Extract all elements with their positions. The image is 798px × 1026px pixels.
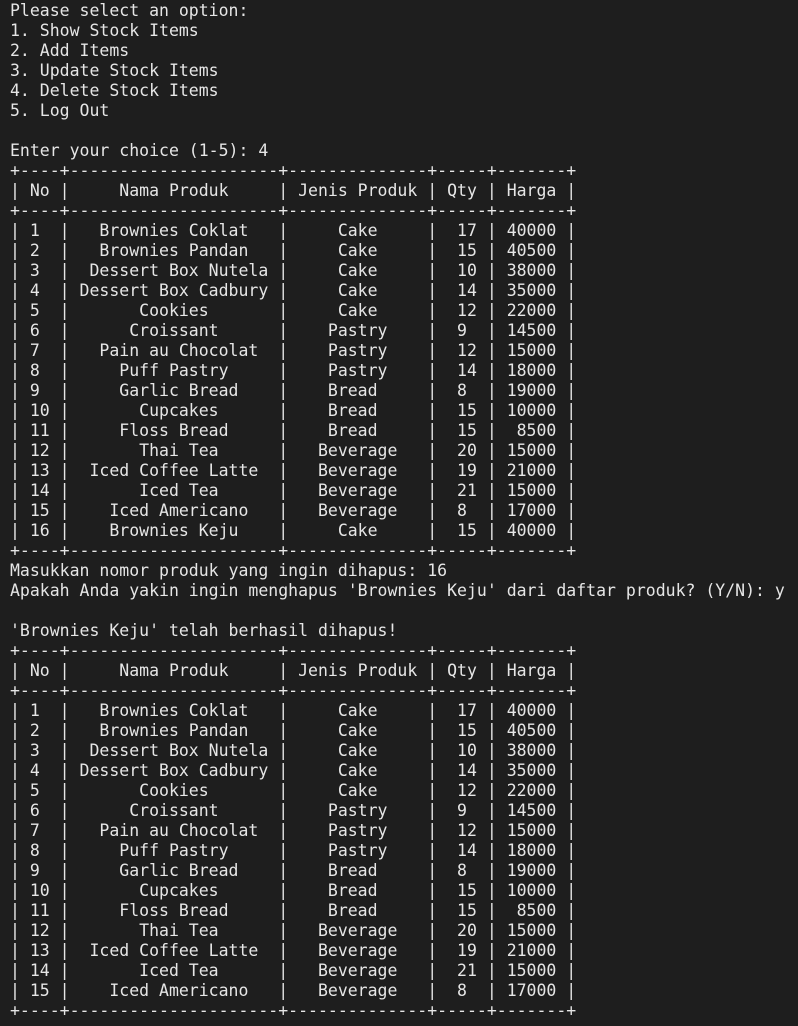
terminal-line: Masukkan nomor produk yang ingin dihapus: 16	[10, 561, 448, 580]
terminal-line: | 6 | Croissant | Pastry | 9 | 14500 |	[10, 321, 577, 340]
terminal-line: 2. Add Items	[10, 41, 130, 60]
terminal-line: | 12 | Thai Tea | Beverage | 20 | 15000 |	[10, 921, 577, 940]
terminal-line: | 5 | Cookies | Cake | 12 | 22000 |	[10, 781, 577, 800]
terminal-line: +----+---------------------+--------------+-----+-------+	[10, 681, 577, 700]
terminal-line: | 6 | Croissant | Pastry | 9 | 14500 |	[10, 801, 577, 820]
terminal-line: Apakah Anda yakin ingin menghapus 'Brownies Keju' dari daftar produk? (Y/N): y	[10, 581, 785, 600]
terminal-line: 'Brownies Keju' telah berhasil dihapus!	[10, 621, 398, 640]
terminal-line: | 16 | Brownies Keju | Cake | 15 | 40000 |	[10, 521, 577, 540]
terminal-line: 5. Log Out	[10, 101, 110, 120]
terminal-line: | 11 | Floss Bread | Bread | 15 | 8500 |	[10, 901, 577, 920]
terminal-line: | 9 | Garlic Bread | Bread | 8 | 19000 |	[10, 861, 577, 880]
terminal-line: | 11 | Floss Bread | Bread | 15 | 8500 |	[10, 421, 577, 440]
terminal-line: | 3 | Dessert Box Nutela | Cake | 10 | 38000 |	[10, 741, 577, 760]
terminal-line: | 10 | Cupcakes | Bread | 15 | 10000 |	[10, 881, 577, 900]
terminal-line: +----+---------------------+--------------+-----+-------+	[10, 161, 577, 180]
terminal-line: | 15 | Iced Americano | Beverage | 8 | 17000 |	[10, 501, 577, 520]
terminal-line: | 13 | Iced Coffee Latte | Beverage | 19 | 21000 |	[10, 941, 577, 960]
terminal-line: | 12 | Thai Tea | Beverage | 20 | 15000 |	[10, 441, 577, 460]
terminal-line: | 14 | Iced Tea | Beverage | 21 | 15000 |	[10, 481, 577, 500]
terminal-line: +----+---------------------+--------------+-----+-------+	[10, 1001, 577, 1020]
terminal-line: | 15 | Iced Americano | Beverage | 8 | 17000 |	[10, 981, 577, 1000]
terminal-line: +----+---------------------+--------------+-----+-------+	[10, 201, 577, 220]
terminal-line: 4. Delete Stock Items	[10, 81, 219, 100]
terminal-line: | 4 | Dessert Box Cadbury | Cake | 14 | 35000 |	[10, 281, 577, 300]
terminal-line: | No | Nama Produk | Jenis Produk | Qty | Harga |	[10, 661, 577, 680]
terminal-line	[10, 121, 798, 141]
terminal-line: | 10 | Cupcakes | Bread | 15 | 10000 |	[10, 401, 577, 420]
terminal-line: | 9 | Garlic Bread | Bread | 8 | 19000 |	[10, 381, 577, 400]
terminal-line: +----+---------------------+--------------+-----+-------+	[10, 541, 577, 560]
terminal-line: | 8 | Puff Pastry | Pastry | 14 | 18000 |	[10, 361, 577, 380]
terminal-line: | 1 | Brownies Coklat | Cake | 17 | 40000 |	[10, 221, 577, 240]
terminal-line: | 8 | Puff Pastry | Pastry | 14 | 18000 |	[10, 841, 577, 860]
terminal-line: 3. Update Stock Items	[10, 61, 219, 80]
terminal-line: Please select an option:	[10, 1, 249, 20]
terminal-line: | 2 | Brownies Pandan | Cake | 15 | 40500 |	[10, 721, 577, 740]
terminal-line: | 2 | Brownies Pandan | Cake | 15 | 40500 |	[10, 241, 577, 260]
terminal-line	[10, 601, 798, 621]
terminal-line: | 5 | Cookies | Cake | 12 | 22000 |	[10, 301, 577, 320]
terminal-line: 1. Show Stock Items	[10, 21, 199, 40]
terminal-line: | 14 | Iced Tea | Beverage | 21 | 15000 |	[10, 961, 577, 980]
terminal-output	[10, 1, 798, 1021]
terminal-line: | 3 | Dessert Box Nutela | Cake | 10 | 38000 |	[10, 261, 577, 280]
terminal-line: Enter your choice (1-5): 4	[10, 141, 269, 160]
terminal-line: | 1 | Brownies Coklat | Cake | 17 | 40000 |	[10, 701, 577, 720]
terminal-line: | No | Nama Produk | Jenis Produk | Qty | Harga |	[10, 181, 577, 200]
terminal-line: | 4 | Dessert Box Cadbury | Cake | 14 | 35000 |	[10, 761, 577, 780]
terminal-line: +----+---------------------+--------------+-----+-------+	[10, 641, 577, 660]
terminal-line: | 13 | Iced Coffee Latte | Beverage | 19 | 21000 |	[10, 461, 577, 480]
terminal-line: | 7 | Pain au Chocolat | Pastry | 12 | 15000 |	[10, 821, 577, 840]
terminal-line: | 7 | Pain au Chocolat | Pastry | 12 | 15000 |	[10, 341, 577, 360]
